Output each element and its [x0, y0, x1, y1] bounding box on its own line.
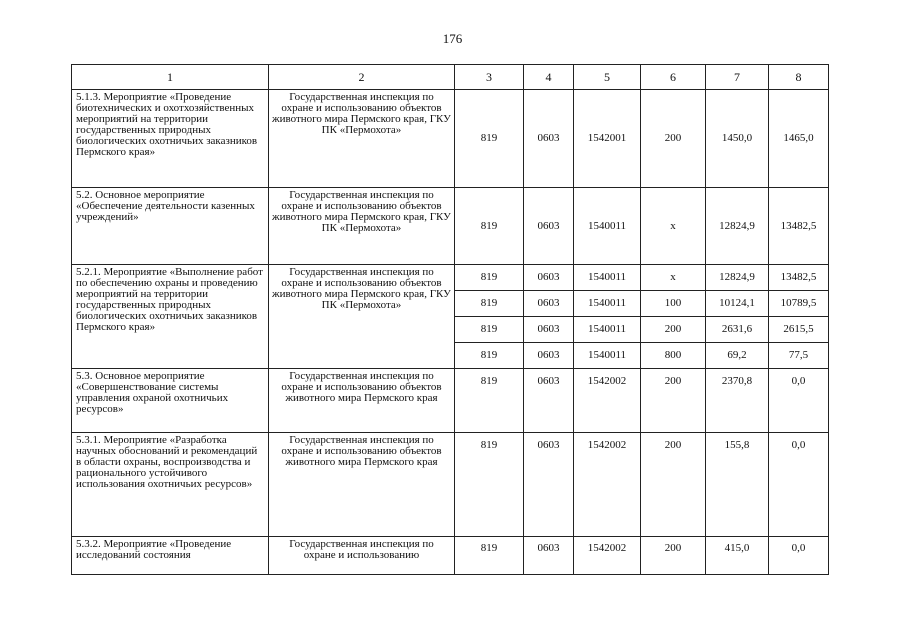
cell-value: 819	[455, 291, 524, 317]
cell-value: 2631,6	[706, 317, 769, 343]
cell-value: 0603	[524, 291, 574, 317]
cell-value: 1542002	[574, 537, 641, 575]
cell-value: 200	[641, 369, 706, 433]
cell-value: 1540011	[574, 343, 641, 369]
cell-value: 0603	[524, 317, 574, 343]
cell-value: 819	[455, 188, 524, 265]
cell-value: 1542002	[574, 369, 641, 433]
cell-value: 1540011	[574, 291, 641, 317]
cell-value: 69,2	[706, 343, 769, 369]
cell-value: 1542001	[574, 90, 641, 188]
cell-value: 200	[641, 537, 706, 575]
cell-value: 0603	[524, 265, 574, 291]
page-number: 176	[442, 31, 463, 46]
cell-value: х	[641, 265, 706, 291]
table-row	[72, 90, 829, 188]
cell-value: 1540011	[574, 317, 641, 343]
cell-value: 2615,5	[769, 317, 829, 343]
cell-value: 800	[641, 343, 706, 369]
cell-value: 2370,8	[706, 369, 769, 433]
measure-description: 5.2.1. Мероприятие «Выполнение работ по обеспечению охраны и проведению мероприятий на территории государственных природных биологических охотничьих заказников Пермского края»	[72, 265, 269, 369]
cell-value: 0603	[524, 343, 574, 369]
cell-value: 13482,5	[769, 265, 829, 291]
table-row	[72, 537, 829, 575]
cell-value: 819	[455, 317, 524, 343]
column-header: 4	[524, 65, 574, 90]
cell-value: 819	[455, 537, 524, 575]
column-header: 2	[269, 65, 455, 90]
cell-value: 100	[641, 291, 706, 317]
cell-value: 77,5	[769, 343, 829, 369]
measure-description: 5.3.2. Мероприятие «Проведение исследований состояния	[72, 537, 269, 575]
header-row	[72, 65, 829, 90]
cell-value: 819	[455, 343, 524, 369]
cell-value: 0603	[524, 188, 574, 265]
cell-value: 0603	[524, 433, 574, 537]
cell-value: 1540011	[574, 188, 641, 265]
cell-value: 1465,0	[769, 90, 829, 188]
cell-value: 200	[641, 90, 706, 188]
column-header: 7	[706, 65, 769, 90]
cell-value: 0603	[524, 369, 574, 433]
cell-value: 415,0	[706, 537, 769, 575]
responsible-org: Государственная инспекция по охране и использованию объектов животного мира Пермского края, ГКУ ПК «Пермохота»	[269, 265, 455, 369]
column-header: 1	[72, 65, 269, 90]
cell-value: 12824,9	[706, 188, 769, 265]
responsible-org: Государственная инспекция по охране и использованию объектов животного мира Пермского края, ГКУ ПК «Пермохота»	[269, 90, 455, 188]
cell-value: 0,0	[769, 537, 829, 575]
measure-description: 5.1.3. Мероприятие «Проведение биотехнических и охотхозяйственных мероприятий на территории государственных природных биологических охотничьих заказников Пермского края»	[72, 90, 269, 188]
cell-value: 1542002	[574, 433, 641, 537]
cell-value: 819	[455, 369, 524, 433]
budget-table	[71, 64, 829, 575]
cell-value: 10789,5	[769, 291, 829, 317]
column-header: 8	[769, 65, 829, 90]
cell-value: 0603	[524, 537, 574, 575]
cell-value: 0,0	[769, 433, 829, 537]
cell-value: 1450,0	[706, 90, 769, 188]
cell-value: 200	[641, 433, 706, 537]
measure-description: 5.3.1. Мероприятие «Разработка научных обоснований и рекомендаций в области охраны, воспроизводства и рационального устойчивого использования охотничьих ресурсов»	[72, 433, 269, 537]
responsible-org: Государственная инспекция по охране и использованию объектов животного мира Пермского края, ГКУ ПК «Пермохота»	[269, 188, 455, 265]
measure-description: 5.3. Основное мероприятие «Совершенствование системы управления охраной охотничьих ресурсов»	[72, 369, 269, 433]
cell-value: 819	[455, 265, 524, 291]
table-row	[72, 433, 829, 537]
table-row	[72, 188, 829, 265]
table-row	[72, 265, 829, 291]
column-header: 6	[641, 65, 706, 90]
responsible-org: Государственная инспекция по охране и использованию объектов животного мира Пермского края	[269, 433, 455, 537]
cell-value: х	[641, 188, 706, 265]
cell-value: 12824,9	[706, 265, 769, 291]
cell-value: 10124,1	[706, 291, 769, 317]
measure-description: 5.2. Основное мероприятие «Обеспечение деятельности казенных учреждений»	[72, 188, 269, 265]
cell-value: 0603	[524, 90, 574, 188]
cell-value: 200	[641, 317, 706, 343]
column-header: 3	[455, 65, 524, 90]
table-row	[72, 369, 829, 433]
column-header: 5	[574, 65, 641, 90]
responsible-org: Государственная инспекция по охране и использованию объектов животного мира Пермского края	[269, 369, 455, 433]
cell-value: 1540011	[574, 265, 641, 291]
cell-value: 819	[455, 90, 524, 188]
cell-value: 819	[455, 433, 524, 537]
cell-value: 0,0	[769, 369, 829, 433]
cell-value: 155,8	[706, 433, 769, 537]
responsible-org: Государственная инспекция по охране и использованию	[269, 537, 455, 575]
cell-value: 13482,5	[769, 188, 829, 265]
